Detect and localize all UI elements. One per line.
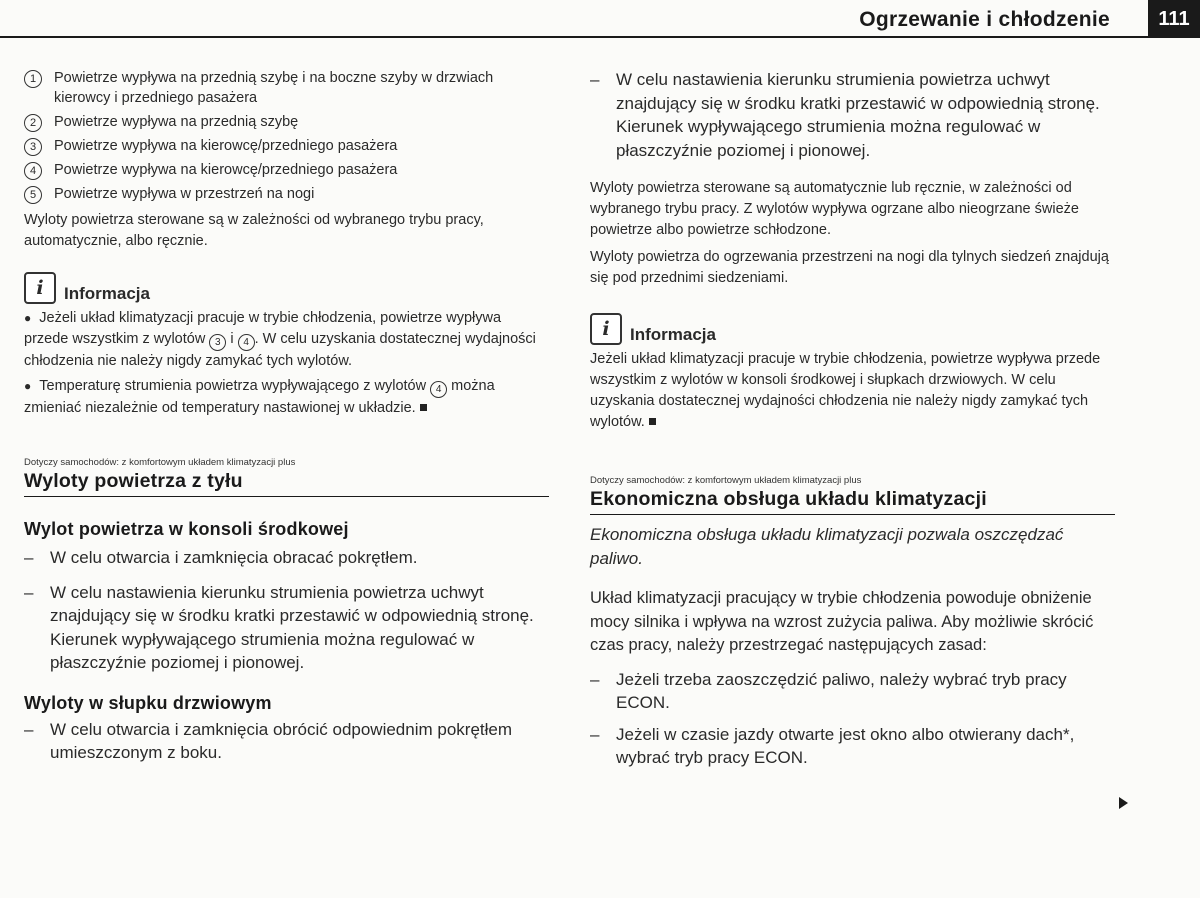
info-box — [24, 272, 549, 419]
end-mark-icon — [649, 418, 656, 425]
info-title: Informacja — [630, 325, 716, 344]
bullet-icon: ● — [24, 379, 32, 393]
dash-icon: – — [590, 669, 600, 689]
bullet-text: Temperaturę strumienia powietrza wypływającego z wylotów — [39, 378, 427, 394]
dash-icon: – — [24, 582, 34, 602]
info-header — [24, 272, 549, 304]
header-rule — [0, 36, 1200, 38]
outlets-paragraph: Wyloty powietrza sterowane są w zależności od wybranego trybu pracy, automatycznie, albo ręcznie. — [24, 212, 484, 249]
info-box — [590, 313, 1115, 433]
subsection-title: Wylot powietrza w konsoli środkowej — [24, 519, 349, 539]
tips-list — [590, 668, 1115, 770]
left-column — [24, 68, 549, 765]
number-5-icon: 5 — [24, 186, 42, 204]
legend-item — [24, 184, 549, 204]
bullet-text: i — [230, 331, 234, 347]
page-header-title: Ogrzewanie i chłodzenie — [859, 8, 1110, 31]
number-3-icon: 3 — [209, 334, 226, 351]
list-item-text: W celu nastawienia kierunku strumienia powietrza uchwyt znajdujący się w środku kratki przestawić w odpowiednią stronę. Kierunek wypływającego strumienia można regulować w płaszczyźnie poziomej i pionowej. — [616, 70, 1100, 160]
bullet-text: można zmieniać niezależnie od temperatury nastawionej w układzie. — [24, 378, 495, 416]
legend-item — [24, 136, 549, 156]
dash-icon: – — [24, 548, 34, 567]
number-3-icon: 3 — [24, 138, 42, 156]
bullet-text: Jeżeli układ klimatyzacji pracuje w trybie chłodzenia, powietrze wypływa przede wszystkim z wylotów — [24, 310, 502, 347]
section-title: Ekonomiczna obsługa układu klimatyzacji — [590, 488, 1115, 515]
subsection-list — [24, 546, 549, 675]
right-column — [590, 68, 1115, 770]
list-item — [24, 718, 549, 765]
list-item-text: W celu nastawienia kierunku strumienia powietrza uchwyt znajdujący się w środku kratki przestawić w odpowiednią stronę. Kierunek wypływającego strumienia można regulować w płaszczyźnie poziomej i pionowej. — [50, 582, 534, 672]
paragraph: Wyloty powietrza sterowane są automatycznie lub ręcznie, w zależności od wybranego trybu pracy. Z wylotów wypływa ogrzane albo nieogrzane świeże powietrze albo powietrze schłodzone. — [590, 180, 1079, 238]
paragraph: Wyloty powietrza do ogrzewania przestrzeni na nogi dla tylnych siedzeń znajdują się pod przednimi siedzeniami. — [590, 249, 1109, 286]
bullet-text: . W celu uzyskania dostatecznej wydajności chłodzenia nie należy nigdy zamykać tych wylotów. — [24, 331, 536, 369]
info-bullet-1 — [24, 308, 549, 372]
number-4-icon: 4 — [238, 334, 255, 351]
end-mark-icon — [420, 404, 427, 411]
subsection-list — [24, 718, 549, 765]
legend-text: Powietrze wypływa na przednią szybę — [54, 114, 299, 130]
continue-arrow-icon — [1119, 797, 1128, 809]
list-item-text: W celu otwarcia i zamknięcia obracać pokrętłem. — [50, 548, 418, 567]
dash-icon: – — [24, 719, 34, 739]
info-bullet-2 — [24, 376, 549, 419]
legend-item — [24, 68, 549, 108]
lead-text: Ekonomiczna obsługa układu klimatyzacji pozwala oszczędzać paliwo. — [590, 525, 1064, 568]
legend-text: Powietrze wypływa na przednią szybę i na boczne szyby w drzwiach kierowcy i przedniego pasażera — [54, 70, 494, 106]
list-item — [590, 668, 1115, 715]
legend-text: Powietrze wypływa na kierowcę/przedniego pasażera — [54, 138, 398, 154]
legend-item — [24, 160, 549, 180]
dash-icon: – — [590, 70, 600, 89]
list-item-text: Jeżeli w czasie jazdy otwarte jest okno albo otwierany dach*, wybrać tryb pracy ECON. — [616, 724, 1075, 767]
legend-text: Powietrze wypływa na kierowcę/przedniego pasażera — [54, 162, 398, 178]
number-2-icon: 2 — [24, 114, 42, 132]
legend-item — [24, 112, 549, 132]
subsection-title: Wyloty w słupku drzwiowym — [24, 692, 272, 713]
number-4-icon: 4 — [24, 162, 42, 180]
info-title: Informacja — [64, 284, 150, 303]
list-item — [590, 723, 1115, 770]
page-number: 111 — [1148, 0, 1200, 38]
info-text-body: Jeżeli układ klimatyzacji pracuje w trybie chłodzenia, powietrze wypływa przede wszystkim z wylotów w konsoli środkowej i słupkach drzwiowych. W celu uzyskania dostatecznej wydajności chłodzenia nie należy nigdy zamykać tych wylotów. — [590, 351, 1101, 430]
info-text — [590, 349, 1115, 433]
info-icon: i — [590, 313, 622, 345]
outlet-legend — [24, 68, 549, 204]
info-icon: i — [24, 272, 56, 304]
list-item — [590, 68, 1115, 162]
body-text: Układ klimatyzacji pracujący w trybie chłodzenia powoduje obniżenie mocy silnika i wpływa na wzrost zużycia paliwa. Aby możliwie skrócić czas pracy, należy przestrzegać następujących zasad: — [590, 589, 1094, 654]
dash-icon: – — [590, 724, 600, 744]
applies-note: Dotyczy samochodów: z komfortowym układem klimatyzacji plus — [24, 457, 296, 468]
number-1-icon: 1 — [24, 70, 42, 88]
bullet-icon: ● — [24, 311, 32, 325]
list-item-text: Jeżeli trzeba zaoszczędzić paliwo, należy wybrać tryb pracy ECON. — [616, 669, 1067, 712]
info-header — [590, 313, 1115, 345]
list-item — [24, 581, 549, 675]
legend-text: Powietrze wypływa w przestrzeń na nogi — [54, 186, 315, 202]
section-title: Wyloty powietrza z tyłu — [24, 470, 549, 497]
list-item-text: W celu otwarcia i zamknięcia obrócić odpowiednim pokrętłem umieszczonym z boku. — [50, 719, 513, 762]
list-item — [24, 546, 549, 570]
applies-note: Dotyczy samochodów: z komfortowym układem klimatyzacji plus — [590, 475, 862, 486]
number-4-icon: 4 — [430, 381, 447, 398]
